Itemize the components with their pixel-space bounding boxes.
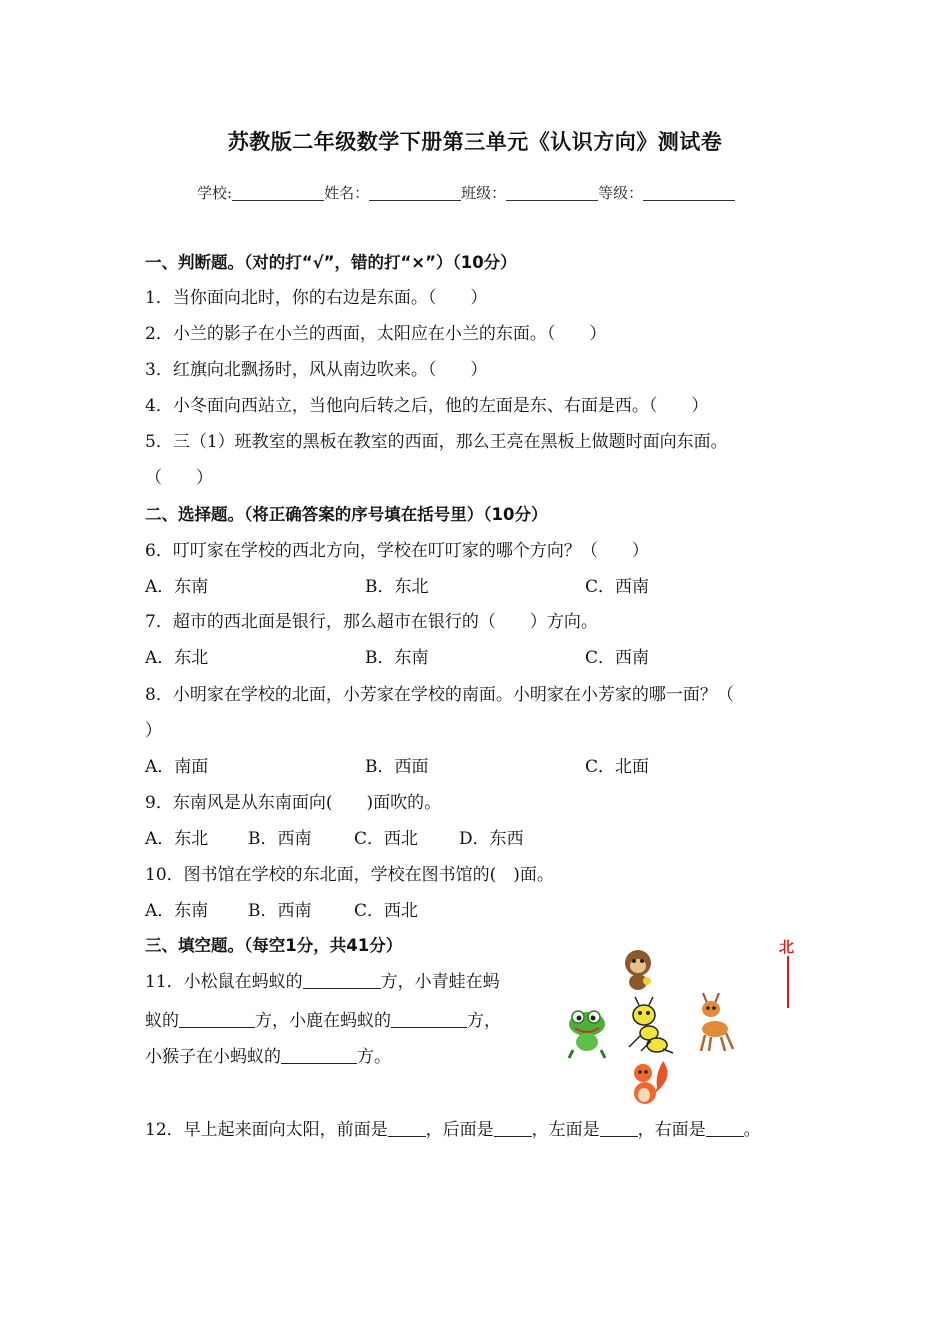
- q7-option-c: C．西南: [585, 648, 650, 668]
- q8-option-b: B．西面: [365, 757, 429, 777]
- q6-option-b: B．东北: [365, 577, 429, 597]
- grade-blank[interactable]: [643, 185, 735, 201]
- school-label: 学校:: [197, 184, 233, 202]
- q11-blank-frog[interactable]: [179, 1010, 255, 1028]
- question-10: 10．图书馆在学校的东北面，学校在图书馆的( )面。: [145, 865, 554, 885]
- student-info-line: [197, 182, 735, 203]
- north-indicator-label: 北: [779, 938, 795, 956]
- page-title: 苏教版二年级数学下册第三单元《认识方向》测试卷: [227, 130, 723, 154]
- q12-text-2: ，后面是: [425, 1120, 494, 1140]
- q12-text-1: 12．早上起来面向太阳，前面是: [145, 1120, 388, 1140]
- question-11-line3: [145, 1046, 391, 1068]
- section3-heading: 三、填空题。（每空1分，共41分）: [145, 936, 403, 955]
- frog-icon: [569, 1011, 605, 1058]
- q12-blank-back[interactable]: [494, 1119, 532, 1137]
- class-label: 班级：: [461, 184, 507, 202]
- q11-blank-monkey[interactable]: [281, 1046, 357, 1064]
- grade-label: 等级：: [598, 184, 644, 202]
- q12-text-5: 。: [743, 1120, 761, 1140]
- question-8-end: ）: [145, 721, 162, 741]
- q12-blank-right[interactable]: [706, 1119, 744, 1137]
- question-5-answer: （ ）: [145, 468, 213, 488]
- deer-icon: [701, 993, 733, 1051]
- q9-option-c: C．西北: [354, 829, 419, 849]
- question-9: 9．东南风是从东南面向( )面吹的。: [145, 793, 442, 813]
- question-11-line1: [145, 971, 500, 993]
- q9-option-b: B．西南: [248, 829, 312, 849]
- q12-text-3: ，左面是: [531, 1120, 600, 1140]
- q11-text-6: 小猴子在小蚂蚁的: [145, 1047, 281, 1067]
- question-11-line2: [145, 1010, 501, 1032]
- q6-option-c: C．西南: [585, 577, 650, 597]
- q8-option-a: A．南面: [145, 757, 209, 777]
- q11-text-7: 方。: [357, 1047, 391, 1067]
- animals-direction-illustration: [555, 935, 755, 1115]
- north-arrow-icon: [784, 956, 792, 1008]
- question-3: 3．红旗向北飘扬时，风从南边吹来。（ ）: [145, 360, 488, 380]
- q11-text-4: 方，小鹿在蚂蚁的: [255, 1011, 391, 1031]
- question-2: 2．小兰的影子在小兰的西面，太阳应在小兰的东面。（ ）: [145, 324, 607, 344]
- q8-option-c: C．北面: [585, 757, 650, 777]
- question-7: 7．超市的西北面是银行，那么超市在银行的（ ）方向。: [145, 612, 598, 632]
- question-8: 8．小明家在学校的北面，小芳家在学校的南面。小明家在小芳家的哪一面？（: [145, 685, 734, 705]
- name-blank[interactable]: [369, 185, 461, 201]
- question-6: 6．叮叮家在学校的西北方向，学校在叮叮家的哪个方向？（ ）: [145, 541, 649, 561]
- q12-blank-left[interactable]: [600, 1119, 638, 1137]
- q9-option-d: D．东西: [459, 829, 524, 849]
- question-4: 4．小冬面向西站立，当他向后转之后，他的左面是东、右面是西。（ ）: [145, 396, 709, 416]
- q9-option-a: A．东北: [145, 829, 209, 849]
- q12-text-4: ，右面是: [637, 1120, 706, 1140]
- section1-heading: 一、判断题。（对的打“√”，错的打“×”）（10分）: [145, 253, 517, 272]
- q6-option-a: A．东南: [145, 577, 209, 597]
- q10-option-c: C．西北: [354, 901, 419, 921]
- q11-text-5: 方，: [467, 1011, 501, 1031]
- q12-blank-front[interactable]: [388, 1119, 426, 1137]
- q10-option-b: B．西南: [248, 901, 312, 921]
- school-blank[interactable]: [232, 185, 324, 201]
- q11-blank-deer[interactable]: [391, 1010, 467, 1028]
- question-1: 1．当你面向北时，你的右边是东面。（ ）: [145, 288, 488, 308]
- section2-heading: 二、选择题。（将正确答案的序号填在括号里）（10分）: [145, 505, 548, 524]
- class-blank[interactable]: [506, 185, 598, 201]
- monkey-icon: [625, 950, 651, 990]
- name-label: 姓名：: [324, 184, 370, 202]
- q11-text-2: 方，小青蛙在蚂: [380, 972, 500, 992]
- q7-option-a: A．东北: [145, 648, 209, 668]
- q11-text-1: 11．小松鼠在蚂蚁的: [145, 972, 303, 992]
- q11-blank-squirrel[interactable]: [303, 971, 381, 989]
- ant-icon: [629, 997, 673, 1053]
- q10-option-a: A．东南: [145, 901, 209, 921]
- q7-option-b: B．东南: [365, 648, 429, 668]
- question-12: [145, 1119, 761, 1141]
- squirrel-icon: [634, 1061, 668, 1104]
- question-5: 5．三（1）班教室的黑板在教室的西面，那么王亮在黑板上做题时面向东面。: [145, 432, 728, 452]
- q11-text-3: 蚁的: [145, 1011, 179, 1031]
